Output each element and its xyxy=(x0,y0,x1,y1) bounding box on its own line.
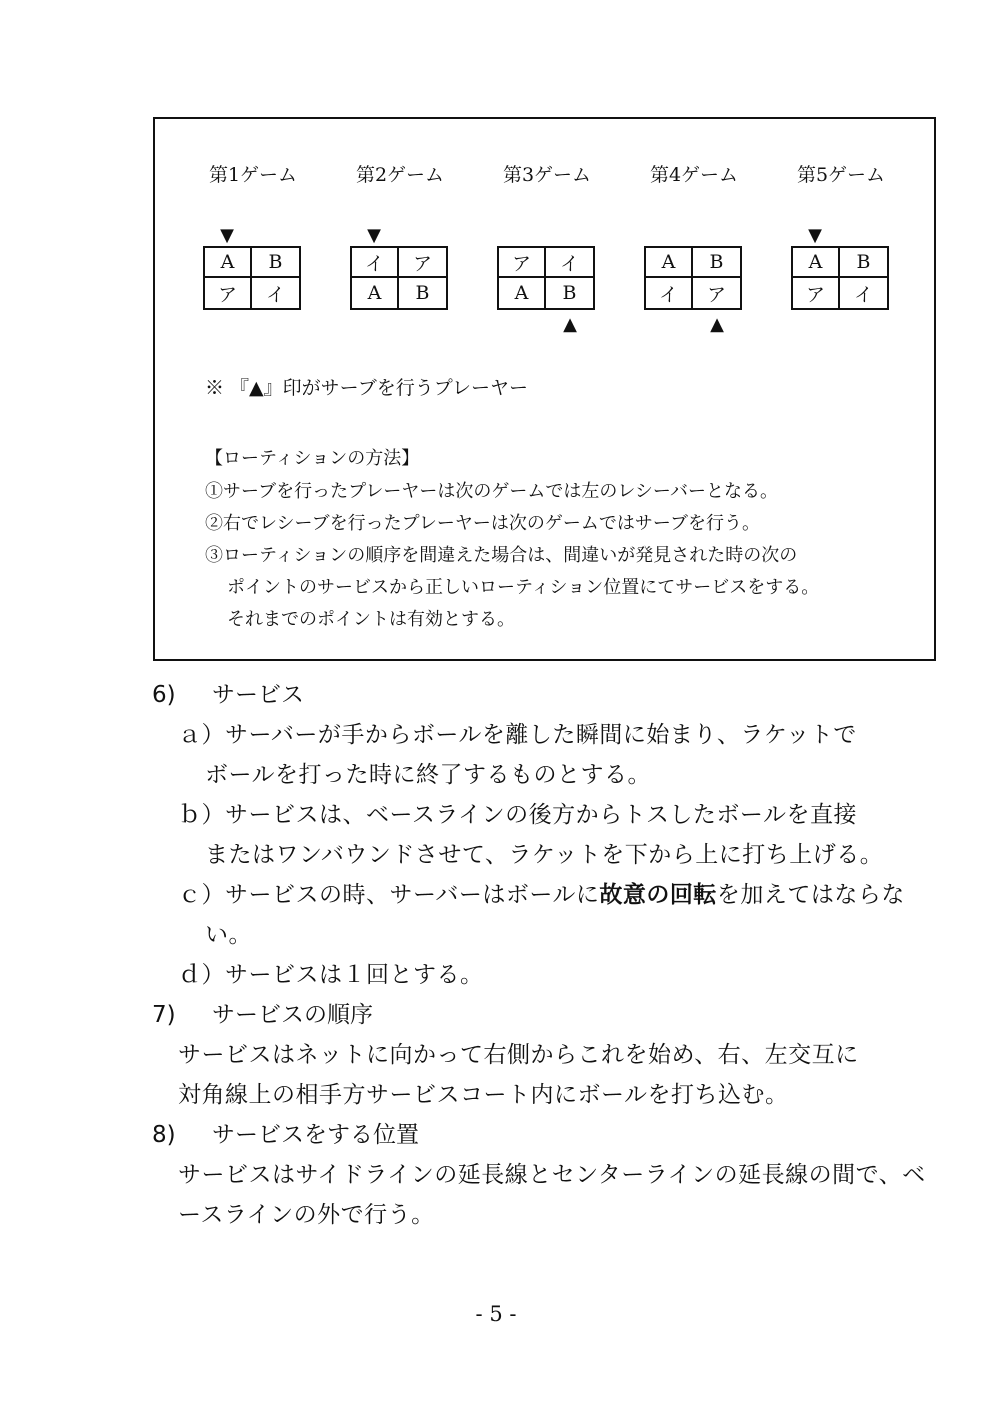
court-grid xyxy=(497,246,595,310)
game-title: 第4ゲーム xyxy=(649,164,739,186)
section-title: サービスをする位置 xyxy=(212,1122,419,1148)
service-order-text: サービスはネットに向かって右側からこれを始め、右、左交互に xyxy=(178,1042,859,1068)
game-title: 第5ゲーム xyxy=(796,164,886,186)
game-title: 第2ゲーム xyxy=(355,164,445,186)
server-marker-up: ▲ xyxy=(710,314,724,335)
game-4 xyxy=(644,119,744,339)
grid-cell: ア xyxy=(399,248,446,278)
server-marker-up: ▲ xyxy=(563,314,577,335)
grid-cell: イ xyxy=(546,248,593,278)
section-number: 7) xyxy=(152,1002,176,1028)
grid-cell: B xyxy=(693,248,740,278)
grid-cell: ア xyxy=(706,283,726,306)
grid-cell: イ xyxy=(352,248,399,278)
emphasis-text: 回転 xyxy=(669,881,717,908)
section-title: サービスの順序 xyxy=(212,1002,373,1028)
service-order-text-cont: 対角線上の相手方サービスコート内にボールを打ち込む。 xyxy=(178,1082,789,1108)
grid-cell: イ xyxy=(853,283,873,306)
court-grid xyxy=(203,246,301,310)
server-marker-down: ▼ xyxy=(220,225,234,246)
grid-cell: A xyxy=(499,278,546,308)
rotation-method-title: 【ローティションの方法】 xyxy=(205,448,420,469)
game-3 xyxy=(497,119,597,339)
section-number: 8) xyxy=(152,1122,176,1148)
service-rule-c-text: を加えてはならな xyxy=(716,882,905,908)
rotation-rule-3-cont2: それまでのポイントは有効とする。 xyxy=(227,609,515,630)
game-title: 第3ゲーム xyxy=(502,164,592,186)
grid-cell: イ xyxy=(265,283,285,306)
service-rule-c-text: ｃ）サービスの時、サーバーはボールに xyxy=(178,882,600,908)
service-rule-d: ｄ）サービスは１回とする。 xyxy=(178,962,484,988)
grid-cell: B xyxy=(252,248,299,278)
emphasis-text: 故意の xyxy=(599,881,670,908)
service-rule-b-cont: またはワンバウンドさせて、ラケットを下から上に打ち上げる。 xyxy=(205,842,884,868)
section-8-heading xyxy=(152,1116,419,1149)
server-legend: ※ 『▲』印がサーブを行うプレーヤー xyxy=(205,377,528,399)
server-marker-down: ▼ xyxy=(367,225,381,246)
grid-cell: ア xyxy=(205,278,252,308)
section-number: 6) xyxy=(152,682,176,708)
grid-cell: B xyxy=(562,282,577,304)
rotation-rule-3-cont: ポイントのサービスから正しいローティション位置にてサービスをする。 xyxy=(227,577,820,598)
grid-cell: A xyxy=(646,248,693,278)
page-number: - 5 - xyxy=(475,1302,517,1326)
section-6-heading xyxy=(152,676,304,709)
service-rule-b: ｂ）サービスは、ベースラインの後方からトスしたボールを直接 xyxy=(178,802,857,828)
service-rule-c xyxy=(178,876,905,909)
section-7-heading xyxy=(152,996,373,1029)
server-marker-down: ▼ xyxy=(808,225,822,246)
grid-cell: ア xyxy=(793,278,840,308)
grid-cell: ア xyxy=(499,248,546,278)
court-grid xyxy=(350,246,448,310)
rotation-rule-2: ②右でレシーブを行ったプレーヤーは次のゲームではサーブを行う。 xyxy=(205,513,761,534)
grid-cell: B xyxy=(840,248,887,278)
grid-cell: A xyxy=(205,248,252,278)
grid-cell: A xyxy=(352,278,399,308)
service-rule-a-cont: ボールを打った時に終了するものとする。 xyxy=(205,762,652,788)
grid-cell: イ xyxy=(646,278,693,308)
section-title: サービス xyxy=(212,682,304,708)
service-rule-c-cont: い。 xyxy=(205,922,252,948)
game-1 xyxy=(203,119,303,319)
game-2 xyxy=(350,119,450,319)
game-5 xyxy=(791,119,891,319)
service-position-text: サービスはサイドラインの延長線とセンターラインの延長線の間で、ベ xyxy=(178,1162,926,1188)
rotation-rule-1: ①サーブを行ったプレーヤーは次のゲームでは左のレシーバーとなる。 xyxy=(205,481,779,502)
game-title: 第1ゲーム xyxy=(208,164,298,186)
rotation-rule-3: ③ローティションの順序を間違えた場合は、間違いが発見された時の次の xyxy=(205,545,798,566)
rotation-diagram-box xyxy=(153,117,936,661)
grid-cell: A xyxy=(793,248,840,278)
grid-cell: B xyxy=(415,282,430,304)
service-position-text-cont: ースラインの外で行う。 xyxy=(178,1202,435,1228)
court-grid xyxy=(644,246,742,310)
court-grid xyxy=(791,246,889,310)
service-rule-a: ａ）サーバーが手からボールを離した瞬間に始まり、ラケットで xyxy=(178,722,857,748)
